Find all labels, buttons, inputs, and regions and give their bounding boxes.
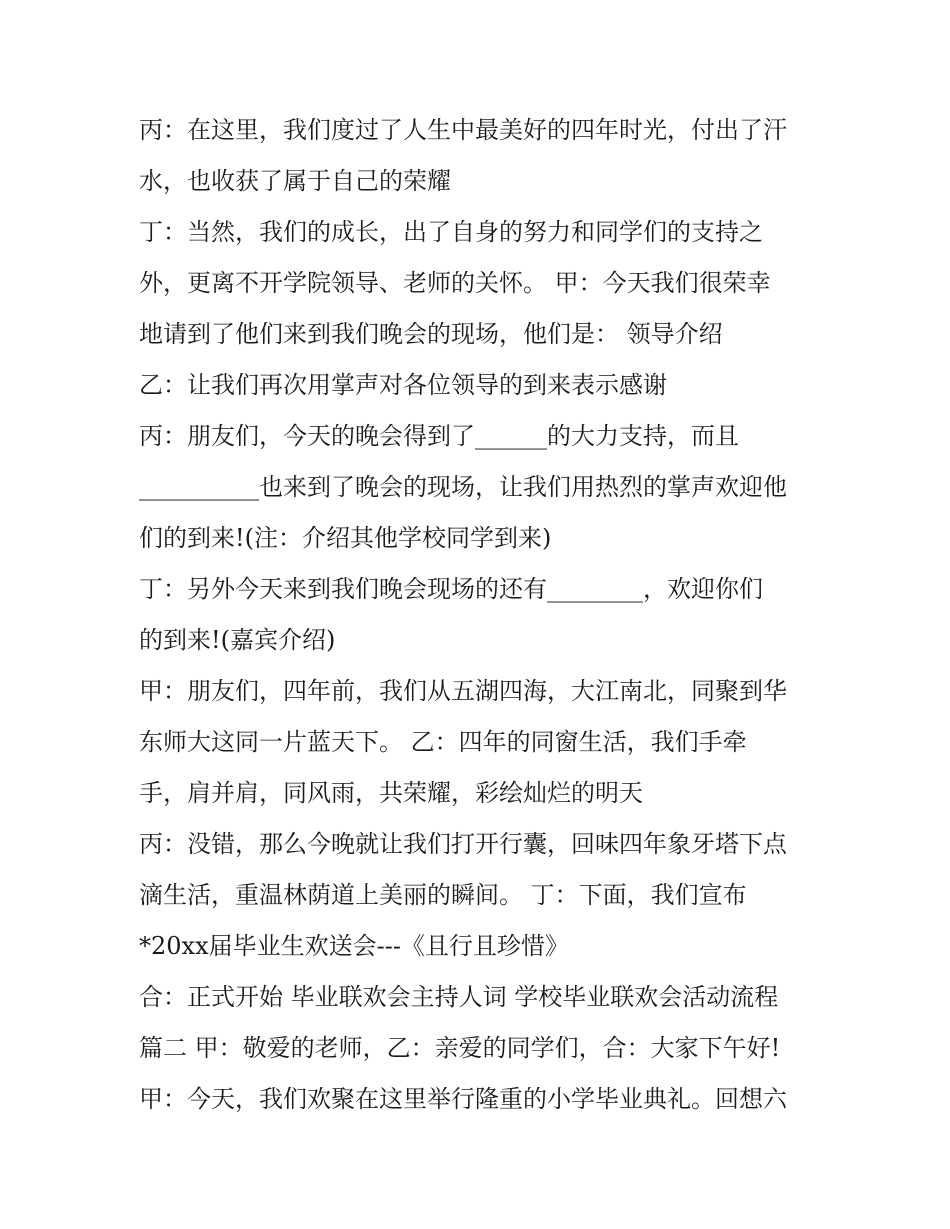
text-line: 滴生活，重温林荫道上美丽的瞬间。 丁：下面，我们宣布 [139, 881, 747, 909]
text-line: 丙：朋友们，今天的晚会得到了______的大力支持，而且 [139, 422, 739, 450]
text-line: 们的到来!(注：介绍其他学校同学到来) [139, 524, 552, 552]
text-line: 外，更离不开学院领导、老师的关怀。 甲：今天我们很荣幸 [139, 269, 771, 297]
text-line: *20xx届毕业生欢送会---《且行且珍惜》 [139, 932, 569, 960]
text-line: 篇二 甲：敬爱的老师，乙：亲爱的同学们，合：大家下午好! [139, 1034, 781, 1062]
text-line: 东师大这同一片蓝天下。 乙：四年的同窗生活，我们手牵 [139, 728, 747, 756]
text-line: 水，也收获了属于自己的荣耀 [139, 167, 451, 195]
text-line: __________也来到了晚会的现场，让我们用热烈的掌声欢迎他 [139, 473, 787, 501]
text-line: 丁：当然，我们的成长，出了自身的努力和同学们的支持之 [139, 218, 763, 246]
text-line: 合：正式开始 毕业联欢会主持人词 学校毕业联欢会活动流程 [139, 983, 779, 1011]
text-line: 乙：让我们再次用掌声对各位领导的到来表示感谢 [139, 371, 667, 399]
text-line: 手，肩并肩，同风雨，共荣耀，彩绘灿烂的明天 [139, 779, 643, 807]
text-line: 丁：另外今天来到我们晚会现场的还有________，欢迎你们 [139, 575, 763, 603]
text-line: 的到来!(嘉宾介绍) [139, 626, 336, 654]
text-line: 丙：在这里，我们度过了人生中最美好的四年时光，付出了汗 [139, 116, 787, 144]
text-line: 甲：今天，我们欢聚在这里举行隆重的小学毕业典礼。回想六 [139, 1085, 787, 1113]
document-body [139, 110, 829, 1130]
text-line: 丙：没错，那么今晚就让我们打开行囊，回味四年象牙塔下点 [139, 830, 787, 858]
text-line: 地请到了他们来到我们晚会的现场，他们是： 领导介绍 [139, 320, 723, 348]
text-line: 甲：朋友们，四年前，我们从五湖四海，大江南北，同聚到华 [139, 677, 787, 705]
